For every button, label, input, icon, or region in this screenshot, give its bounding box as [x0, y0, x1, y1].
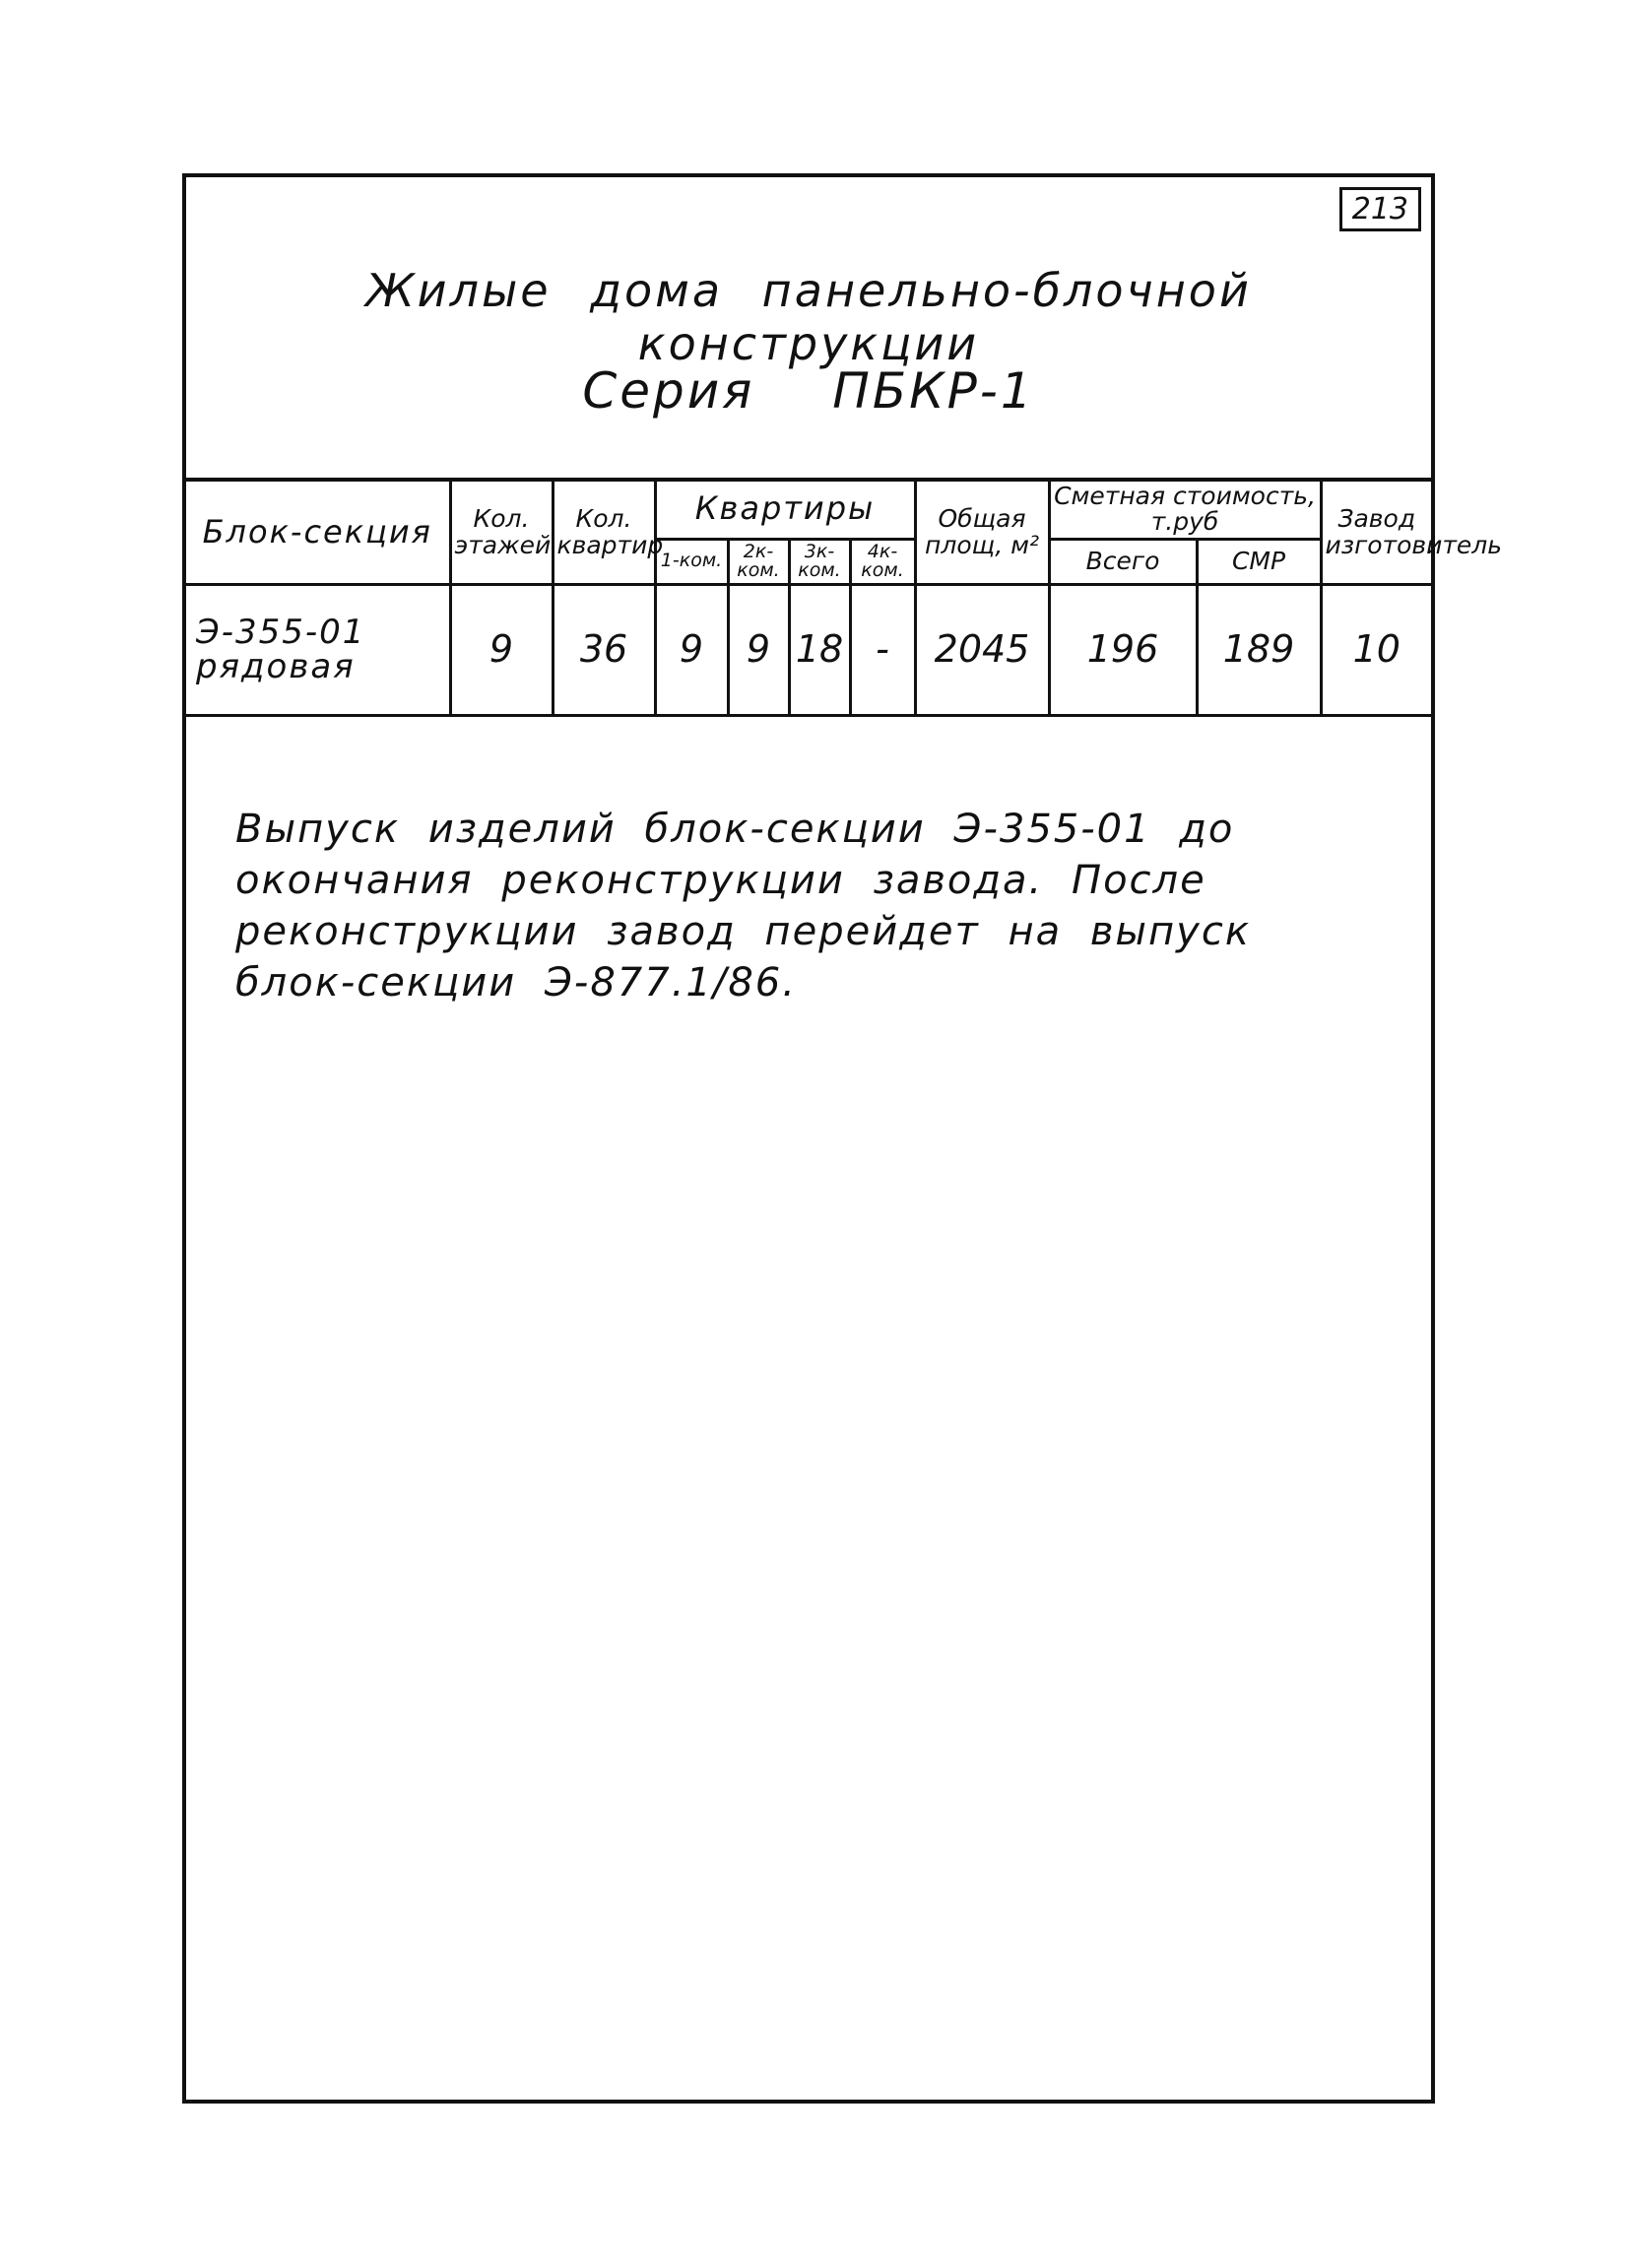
cell-four-room: -	[850, 585, 915, 716]
header-factory: Завод изготовитель	[1321, 480, 1431, 585]
header-cost-group: Сметная стоимость, т.руб	[1049, 480, 1321, 539]
header-cost-total: Всего	[1049, 539, 1197, 585]
cell-total-area: 2045	[915, 585, 1049, 716]
header-apartments-count: Кол. квартир	[553, 480, 655, 585]
cell-floors: 9	[450, 585, 553, 716]
cell-factory: 10	[1321, 585, 1431, 716]
cell-block-section	[186, 585, 450, 716]
production-note: Выпуск изделий блок-секции Э-355-01 до окончания реконструкции завода. После реконструкции завод перейдет на выпуск блок-секции Э-877.1/86.	[235, 807, 1251, 1005]
header-two-room: 2к-ком.	[728, 539, 789, 585]
document-title: Жилые дома панельно-блочной конструкции	[365, 264, 1252, 370]
table-row	[186, 585, 1431, 716]
header-one-room: 1-ком.	[655, 539, 728, 585]
cell-two-room: 9	[728, 585, 789, 716]
cell-three-room: 18	[789, 585, 850, 716]
cell-apartments: 36	[553, 585, 655, 716]
page-number: 213	[1339, 187, 1421, 231]
header-cost-smr: СМР	[1197, 539, 1321, 585]
header-total-area: Общая площ, м²	[915, 480, 1049, 585]
table-header-row	[186, 480, 1431, 539]
block-section-type: рядовая	[196, 647, 356, 687]
cell-cost-smr: 189	[1197, 585, 1321, 716]
header-four-room: 4к-ком.	[850, 539, 915, 585]
drawing-sheet-frame	[182, 173, 1502, 2104]
header-block-section: Блок-секция	[186, 480, 450, 585]
series-title: Серия ПБКР-1	[582, 362, 1035, 420]
specification-table	[186, 478, 1502, 717]
block-section-code: Э-355-01	[196, 612, 366, 652]
header-floors: Кол. этажей	[450, 480, 553, 585]
cell-cost-total: 196	[1049, 585, 1197, 716]
header-apartments-group: Квартиры	[655, 480, 915, 539]
cell-one-room: 9	[655, 585, 728, 716]
header-three-room: 3к-ком.	[789, 539, 850, 585]
